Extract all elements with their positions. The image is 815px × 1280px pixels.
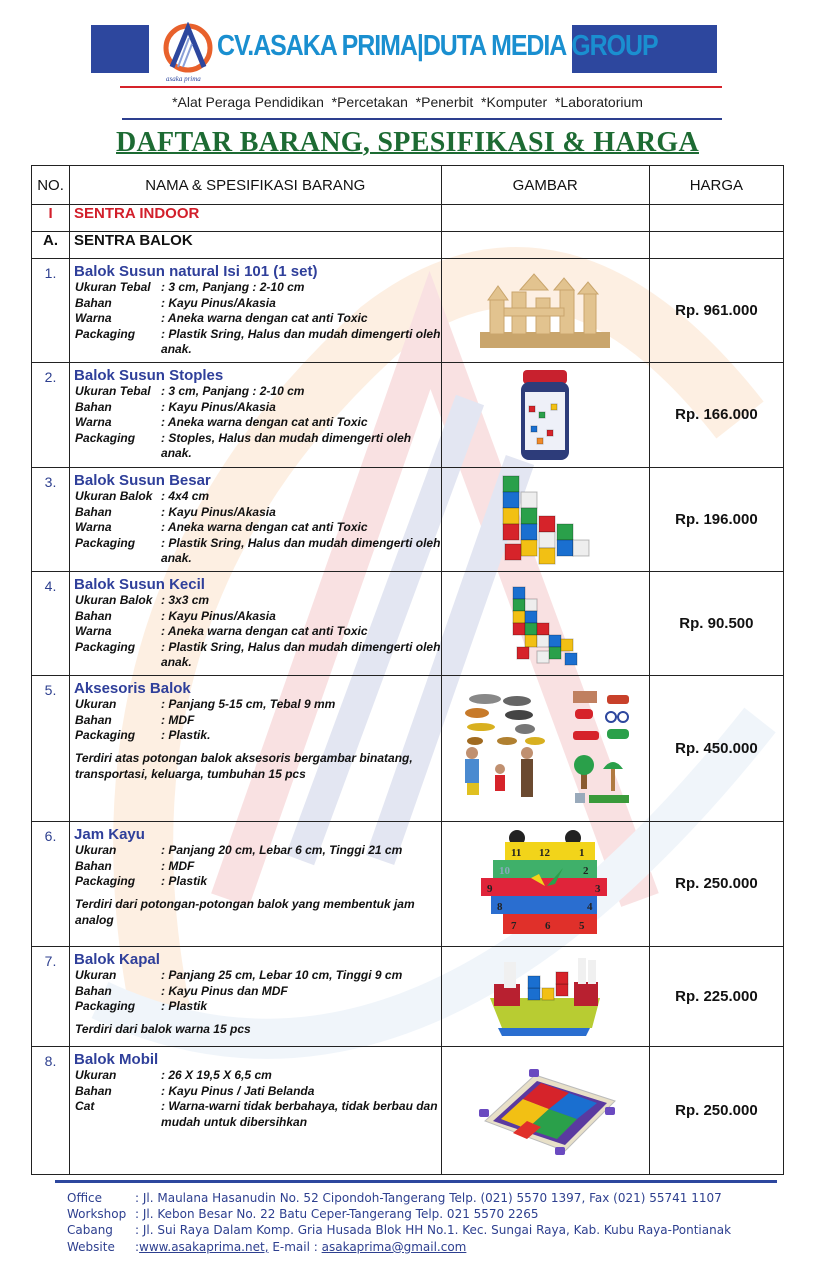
item-price: Rp. 196.000: [675, 510, 758, 528]
item-specs: [70, 384, 440, 462]
table-row: [32, 676, 784, 822]
item-image: [441, 1047, 649, 1175]
item-name: Balok Mobil: [74, 1051, 159, 1068]
item-number: 2.: [32, 363, 70, 468]
table-row: [32, 468, 784, 572]
svg-text:9: 9: [487, 883, 493, 895]
item-description: [70, 1047, 441, 1175]
item-price-cell: [649, 822, 783, 947]
email-link[interactable]: asakaprima@gmail.com: [321, 1239, 467, 1254]
spec-line: Bahan : MDF: [75, 712, 195, 727]
svg-text:7: 7: [511, 920, 517, 932]
spec-line: Packaging : Plastik Sring, Halus dan mudah dimengerti oleh anak.: [75, 326, 441, 356]
spec-line: Bahan : Kayu Pinus dan MDF: [75, 983, 288, 998]
svg-text:5: 5: [579, 920, 585, 932]
item-description: [70, 259, 441, 363]
item-description: [70, 572, 441, 676]
spec-line: Warna : Aneka warna dengan cat anti Toxic: [75, 415, 368, 429]
item-image: [441, 572, 649, 676]
spec-line: Bahan : MDF: [75, 858, 195, 873]
item-image: [441, 947, 649, 1047]
spec-line: Warna : Aneka warna dengan cat anti Toxic: [75, 520, 368, 534]
item-description: [70, 468, 441, 572]
item-specs: [70, 489, 440, 567]
spec-line: Warna : Aneka warna dengan cat anti Toxic: [75, 624, 368, 638]
item-number: 7.: [32, 947, 70, 1047]
item-note: Terdiri dari balok warna 15 pcs: [75, 1021, 251, 1036]
spec-line: Packaging : Plastik Sring, Halus dan mudah dimengerti oleh anak.: [75, 535, 441, 565]
item-specs: [70, 843, 440, 890]
item-price: Rp. 225.000: [675, 987, 758, 1005]
table-row: [32, 363, 784, 468]
spec-line: Ukuran Tebal : 3 cm, Panjang : 2-10 cm: [75, 384, 305, 398]
tagline: *Alat Peraga Pendidikan *Percetakan *Penerbit *Komputer *Laboratorium: [172, 94, 643, 110]
item-name: Balok Susun Stoples: [74, 367, 224, 384]
header-blue-rule: [122, 118, 722, 120]
footer-website: Website : www.asakaprima.net, E-mail : asakaprima@gmail.com: [67, 1239, 467, 1254]
spec-line: Ukuran : Panjang 5-15 cm, Tebal 9 mm: [75, 697, 336, 711]
item-specs: [70, 1068, 440, 1130]
svg-text:10: 10: [499, 865, 511, 877]
spec-line: Bahan : Kayu Pinus/Akasia: [75, 399, 276, 414]
item-price: Rp. 250.000: [675, 875, 758, 892]
item-description: [70, 822, 441, 947]
spec-line: Ukuran : Panjang 20 cm, Lebar 6 cm, Tinggi 21 cm: [75, 843, 403, 857]
spec-line: Ukuran : 26 X 19,5 X 6,5 cm: [75, 1068, 272, 1082]
product-image-large-cubes: [495, 472, 595, 568]
item-image: [441, 468, 649, 572]
spec-line: Ukuran Balok : 4x4 cm: [75, 489, 210, 503]
item-number: 3.: [32, 468, 70, 572]
header-block-left: [91, 25, 149, 73]
table-row: [32, 947, 784, 1047]
item-specs: [70, 697, 440, 744]
footer-rule: [55, 1180, 777, 1183]
svg-text:3: 3: [595, 883, 601, 895]
item-description: [70, 947, 441, 1047]
subsection-label: SENTRA BALOK: [70, 232, 441, 259]
table-row: [32, 822, 784, 947]
col-header-name: NAMA & SPESIFIKASI BARANG: [70, 166, 441, 205]
table-row: [32, 1047, 784, 1175]
item-number: 4.: [32, 572, 70, 676]
footer-cabang: Cabang : Jl. Sui Raya Dalam Komp. Gria Husada Blok HH No.1. Kec. Sungai Raya, Kab. Kubu Raya-Pontianak: [67, 1223, 732, 1238]
spec-line: Ukuran : Panjang 25 cm, Lebar 10 cm, Tinggi 9 cm: [75, 968, 403, 982]
item-image: [441, 259, 649, 363]
spec-line: Bahan : Kayu Pinus/Akasia: [75, 608, 276, 623]
section-number: I: [32, 205, 70, 232]
item-number: 6.: [32, 822, 70, 947]
item-price-cell: [649, 468, 783, 572]
svg-text:2: 2: [583, 865, 589, 877]
item-price: Rp. 250.000: [675, 1101, 758, 1119]
svg-text:4: 4: [587, 901, 593, 913]
item-price-cell: [649, 947, 783, 1047]
spec-line: Packaging : Plastik.: [75, 728, 211, 742]
spec-line: Packaging : Stoples, Halus dan mudah dimengerti oleh anak.: [75, 430, 412, 460]
section-row: [32, 205, 784, 232]
col-header-no: NO.: [32, 166, 70, 205]
item-name: Balok Susun Kecil: [74, 576, 205, 593]
spec-line: Bahan : Kayu Pinus / Jati Belanda: [75, 1083, 315, 1098]
spec-line: Packaging : Plastik: [75, 874, 208, 888]
spec-line: Warna : Aneka warna dengan cat anti Toxic: [75, 311, 368, 325]
item-price: Rp. 450.000: [675, 739, 758, 757]
spec-line: Ukuran Tebal : 3 cm, Panjang : 2-10 cm: [75, 280, 305, 294]
item-description: [70, 363, 441, 468]
table-row: [32, 572, 784, 676]
item-description: [70, 676, 441, 822]
spec-line: Bahan : Kayu Pinus/Akasia: [75, 295, 276, 310]
item-specs: [70, 968, 440, 1015]
item-price: Rp. 961.000: [675, 301, 758, 319]
item-price-cell: [649, 363, 783, 468]
svg-text:6: 6: [545, 920, 551, 932]
product-image-small-cubes: [505, 579, 585, 669]
item-image: [441, 676, 649, 822]
item-price-cell: [649, 259, 783, 363]
spec-line: Ukuran Balok : 3x3 cm: [75, 593, 210, 607]
spec-line: Bahan : Kayu Pinus/Akasia: [75, 504, 276, 519]
table-header-row: [32, 166, 784, 205]
item-specs: [70, 593, 440, 671]
item-name: Balok Susun Besar: [74, 472, 211, 489]
table-row: [32, 259, 784, 363]
product-image-block-car: [465, 1061, 625, 1161]
product-table: [31, 165, 784, 1175]
spec-line: Cat : Warna-warni tidak berbahaya, tidak berbau dan mudah untuk dibersihkan: [75, 1099, 438, 1129]
item-image: [441, 363, 649, 468]
spec-line: Packaging : Plastik Sring, Halus dan mudah dimengerti oleh anak.: [75, 639, 441, 669]
subsection-row: [32, 232, 784, 259]
item-number: 1.: [32, 259, 70, 363]
footer-contact: [67, 1190, 731, 1255]
brand-name: CV.ASAKA PRIMA|DUTA MEDIA GROUP: [217, 30, 658, 62]
header-red-rule: [120, 86, 722, 88]
svg-text:8: 8: [497, 901, 503, 913]
item-price: Rp. 166.000: [675, 406, 758, 423]
product-image-block-ship: [480, 954, 610, 1040]
product-image-castle-blocks: [460, 270, 630, 352]
item-name: Balok Kapal: [74, 951, 160, 968]
website-link[interactable]: www.asakaprima.net,: [139, 1239, 269, 1254]
footer-office: Office : Jl. Maulana Hasanudin No. 52 Cipondoh-Tangerang Telp. (021) 5570 1397, Fax (021) 55741 1107: [67, 1191, 722, 1205]
svg-text:1: 1: [579, 847, 585, 859]
product-image-blocks-jar: [515, 366, 575, 464]
item-price-cell: [649, 572, 783, 676]
item-name: Balok Susun natural Isi 101 (1 set): [74, 263, 318, 280]
company-logo-icon: [158, 22, 218, 84]
section-label: SENTRA INDOOR: [70, 205, 441, 232]
item-number: 8.: [32, 1047, 70, 1175]
item-price-cell: [649, 1047, 783, 1175]
item-name: Jam Kayu: [74, 826, 145, 843]
item-name: Aksesoris Balok: [74, 680, 191, 697]
item-note: Terdiri atas potongan balok aksesoris bergambar binatang, transportasi, keluarga, tumbuhan 15 pcs: [75, 750, 413, 781]
page-title: DAFTAR BARANG, SPESIFIKASI & HARGA: [116, 127, 699, 158]
logo-caption: asaka prima: [166, 75, 201, 83]
item-price-cell: [649, 676, 783, 822]
item-price: Rp. 90.500: [679, 614, 754, 632]
item-image: [441, 822, 649, 947]
product-image-accessories: [455, 689, 635, 809]
col-header-image: GAMBAR: [441, 166, 649, 205]
item-number: 5.: [32, 676, 70, 822]
svg-text:12: 12: [539, 847, 551, 859]
item-specs: [70, 280, 440, 358]
col-header-price: HARGA: [649, 166, 783, 205]
product-image-wooden-clock: [475, 828, 615, 940]
svg-text:11: 11: [511, 847, 522, 859]
item-note: Terdiri dari potongan-potongan balok yang membentuk jam analog: [75, 896, 415, 927]
spec-line: Packaging : Plastik: [75, 999, 208, 1013]
footer-workshop: Workshop : Jl. Kebon Besar No. 22 Batu Ceper-Tangerang Telp. 021 5570 2265: [67, 1207, 539, 1222]
subsection-number: A.: [32, 232, 70, 259]
